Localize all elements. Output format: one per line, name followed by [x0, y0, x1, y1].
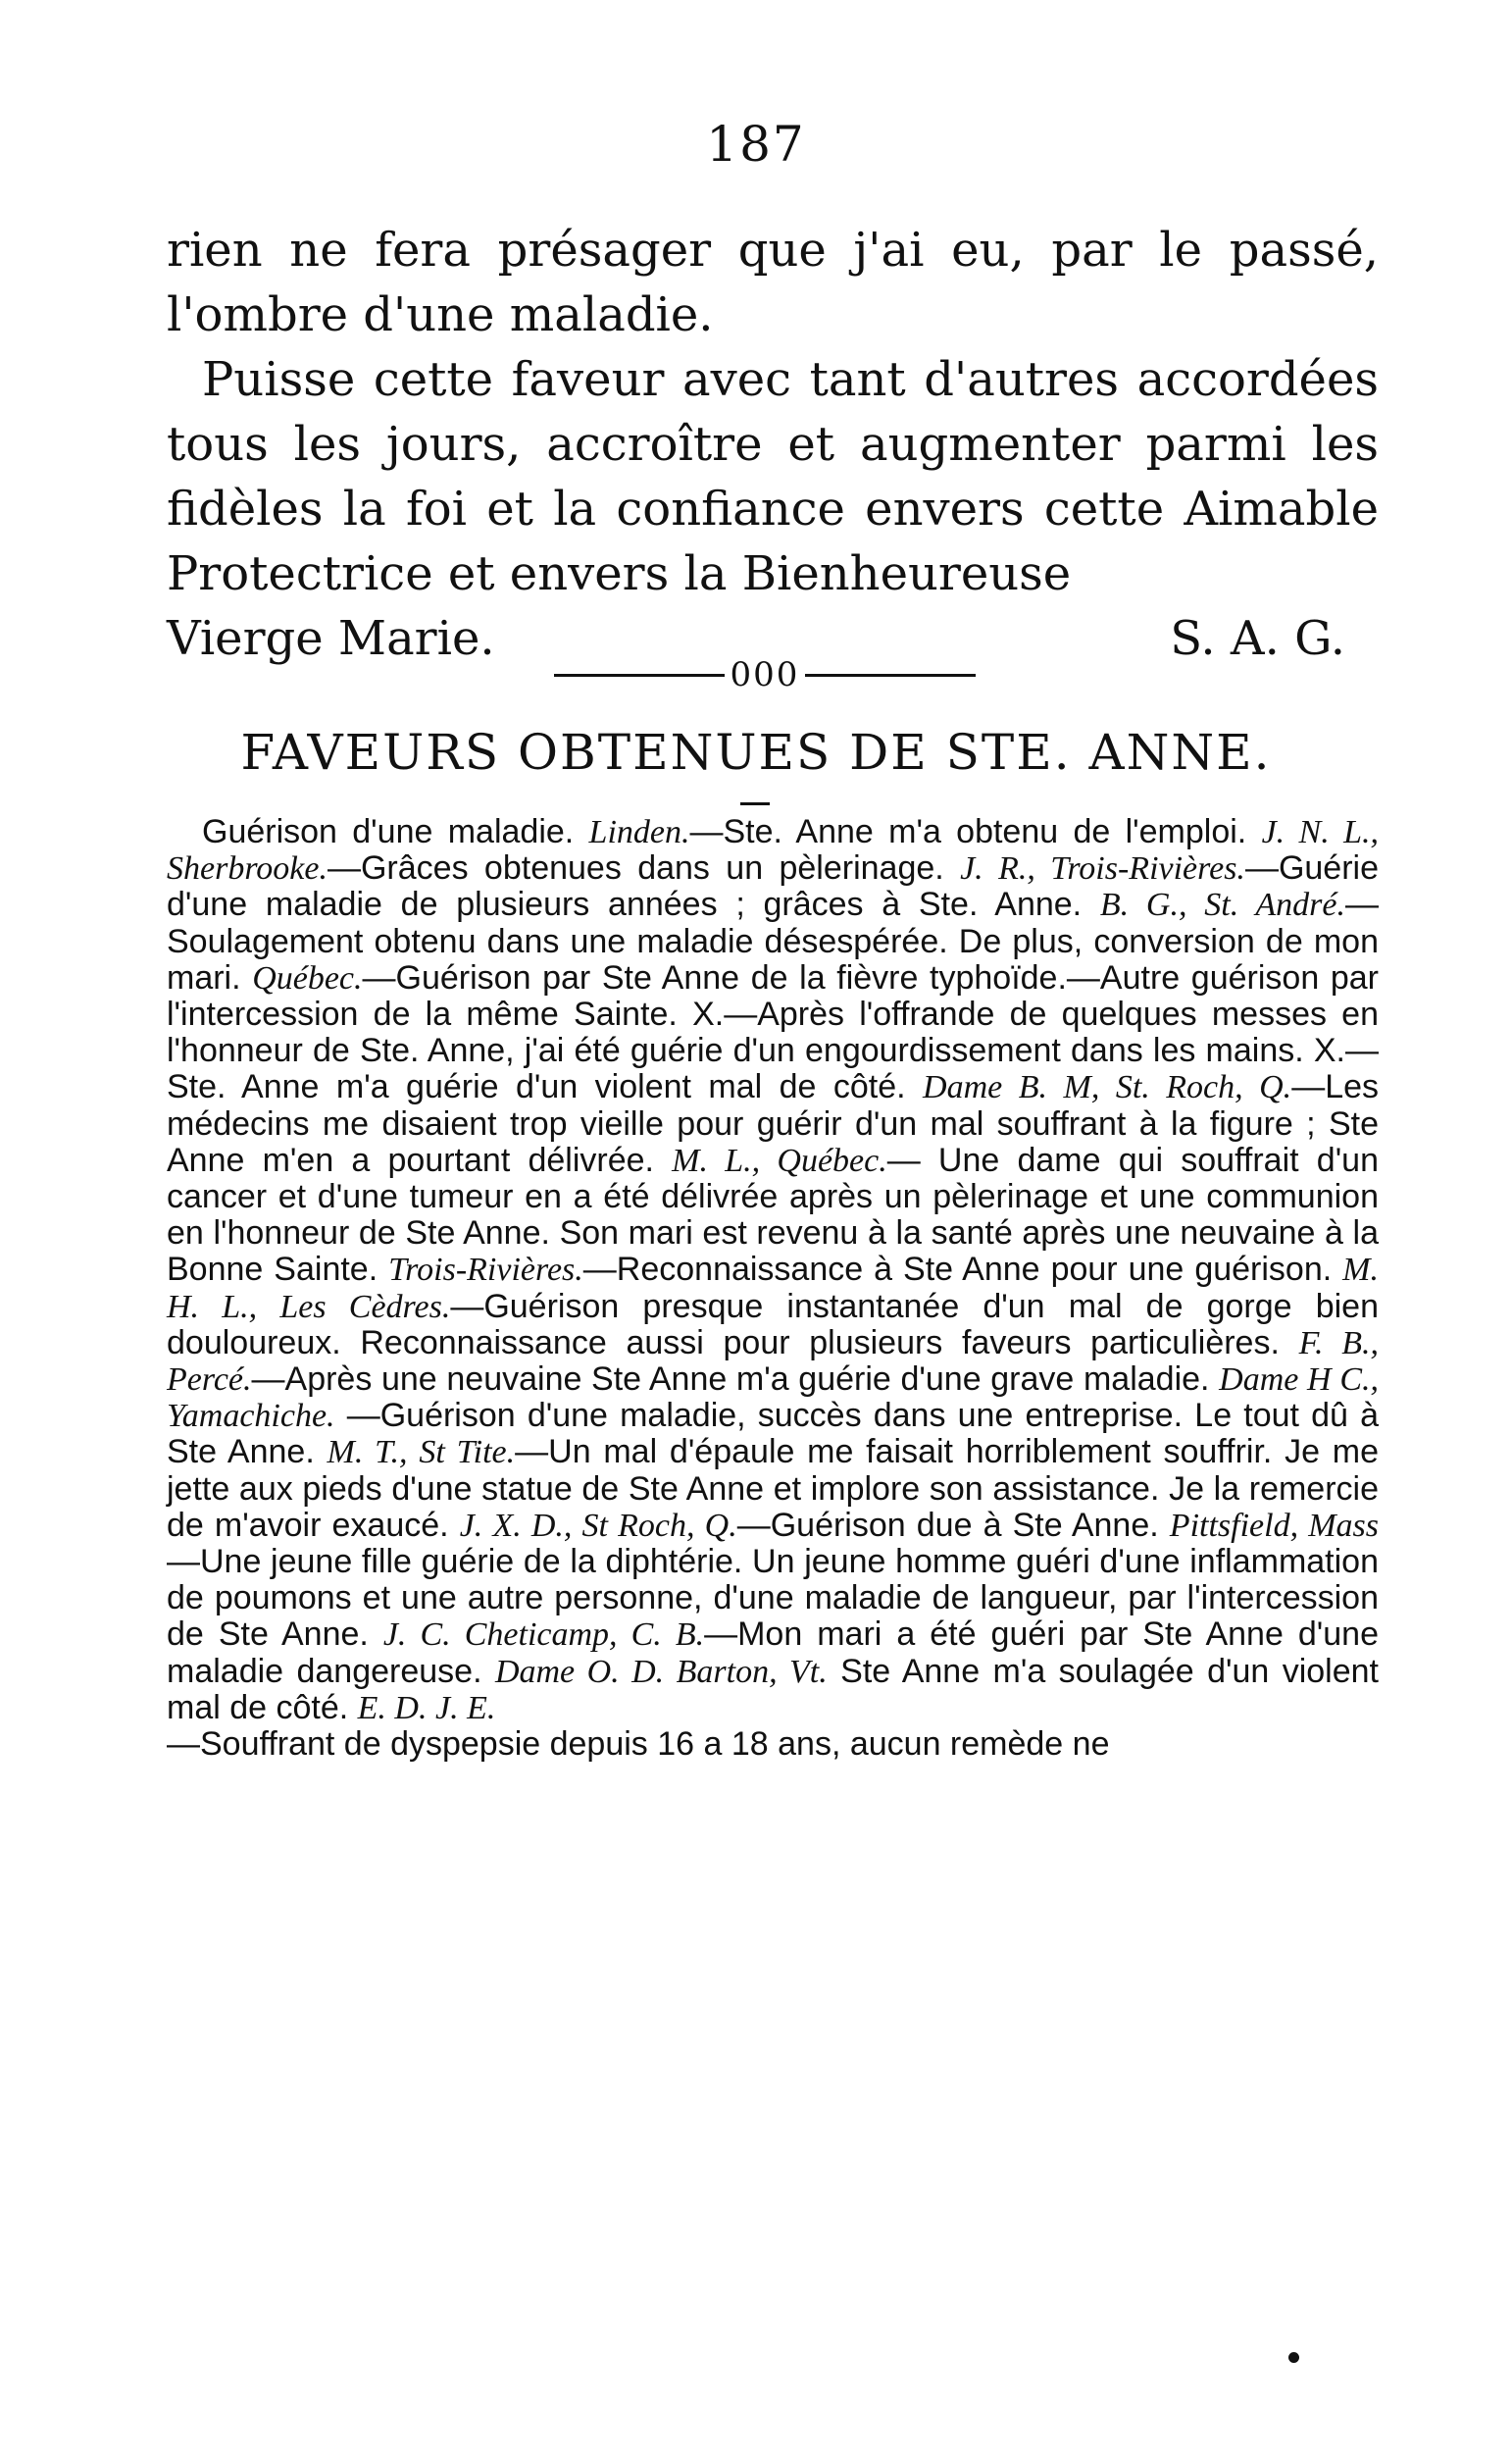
favour-text: —Ste. Anne m'a obtenu de l'emploi.	[689, 813, 1262, 850]
favour-text: —Reconnaissance à Ste Anne pour une guérison.	[582, 1251, 1343, 1289]
separator-ornament: 000	[730, 655, 800, 694]
page-number: 187	[706, 116, 806, 173]
favour-text: —Mon mari a été guéri par Ste Anne d'une maladie dangereuse.	[167, 1615, 1379, 1690]
favour-signature: Linden.	[588, 814, 690, 850]
favour-signature: J. C. Cheticamp, C. B.	[382, 1616, 705, 1654]
intro-prayer: Puisse cette faveur avec tant d'autres accordées tous les jours, accroître et augmenter parmi les fidèles la foi et la confiance envers cette Aimable Protectrice et envers la Bienheureuse	[167, 352, 1379, 601]
favour-text: —Guérison par Ste Anne de la fièvre typhoïde.—Autre guérison par l'intercession de la même Sainte. X.—Après l'offrande de quelques messes en l'honneur de Ste. Anne, j'ai été guérie d'un engourdissement dans les mains. X.—Ste. Anne m'a guérie d'un violent mal de côté.	[167, 958, 1380, 1106]
signature-initials: S. A. G.	[1170, 611, 1345, 666]
favour-signature: Trois-Rivières.	[388, 1252, 583, 1289]
separator-rule-left	[554, 674, 725, 677]
favours-text	[167, 814, 1379, 1763]
favour-signature: F. B., Percé.	[167, 1324, 1380, 1399]
favour-signature: E. D. J. E.	[357, 1689, 496, 1726]
favour-text: — Une dame qui souffrait d'un cancer et d'une tumeur en a été délivrée après un pèlerinage et une communion en l'honneur de Ste Anne. Son mari est revenu à la santé après une neuvaine à la Bonne Sainte.	[167, 1141, 1380, 1289]
favour-text: —Une jeune fille guérie de la diphtérie. Un jeune homme guéri d'une inflammation de poumons et une autre personne, d'une maladie de langueur, par l'intercession de Ste Anne.	[167, 1543, 1379, 1654]
intro-continuation: rien ne fera présager que j'ai eu, par le passé, l'ombre d'une maladie.	[167, 223, 1379, 342]
printer-mark	[1288, 2352, 1299, 2363]
favour-text: —Guérison due à Ste Anne.	[736, 1506, 1170, 1544]
favour-text: Ste Anne m'a soulagée d'un violent mal de côté.	[167, 1652, 1379, 1726]
title-rule	[740, 802, 770, 805]
section-title: FAVEURS OBTENUES DE STE. ANNE.	[240, 724, 1272, 781]
favours-paragraph	[167, 814, 1379, 1726]
favour-text: —Après une neuvaine Ste Anne m'a guérie d'une grave maladie.	[251, 1360, 1220, 1399]
favour-text: —Grâces obtenues dans un pèlerinage.	[327, 849, 961, 888]
favour-text: —Guérison presque instantanée d'un mal de gorge bien douloureux. Reconnaissance aussi pour plusieurs faveurs particulières.	[167, 1287, 1379, 1361]
section-separator	[554, 655, 976, 694]
favour-signature: Dame B. M, St. Roch, Q.	[923, 1069, 1292, 1106]
favour-signature: Québec.	[252, 959, 363, 997]
favour-signature: M. T., St Tite.	[327, 1434, 516, 1471]
favour-signature: Dame O. D. Barton, Vt.	[494, 1653, 828, 1690]
favour-signature: B. G., St. André.	[1099, 887, 1345, 924]
favour-signature: J. R., Trois-Rivières.	[960, 850, 1245, 888]
favour-text: —Un mal d'épaule me faisait horriblement souffrir. Je me jette aux pieds d'une statue de Ste Anne et implore son assistance. Je la remercie de m'avoir exaucé.	[167, 1433, 1379, 1544]
favour-signature: J. N. L., Sherbrooke.	[167, 814, 1379, 888]
favour-signature: J. X. D., St Roch, Q.	[459, 1507, 737, 1544]
favour-text: —Soulagement obtenu dans une maladie désespérée. De plus, conversion de mon mari.	[167, 886, 1379, 997]
separator-rule-right	[805, 674, 976, 677]
favour-signature: M. L., Québec.	[672, 1142, 887, 1179]
closing-text: Vierge Marie.	[167, 611, 495, 666]
favour-signature: M. H. L., Les Cèdres.	[167, 1252, 1379, 1325]
intro-text	[167, 218, 1379, 671]
favour-text: —Guérison d'une maladie, succès dans une entreprise. Le tout dû à Ste Anne.	[167, 1397, 1379, 1471]
favour-text: —Guérie d'une maladie de plusieurs années ; grâces à Ste. Anne.	[167, 849, 1379, 924]
favour-signature: Pittsfield, Mass	[1169, 1507, 1379, 1544]
favours-tail: —Souffrant de dyspepsie depuis 16 a 18 ans, aucun remède ne	[167, 1725, 1110, 1764]
favour-text: —Les médecins me disaient trop vieille pour guérir d'un mal souffrant à la figure ; Ste Anne m'en a pourtant délivrée.	[167, 1068, 1380, 1179]
favour-text: Guérison d'une maladie.	[202, 813, 589, 850]
favour-signature: Dame H C., Yamachiche.	[167, 1361, 1379, 1435]
